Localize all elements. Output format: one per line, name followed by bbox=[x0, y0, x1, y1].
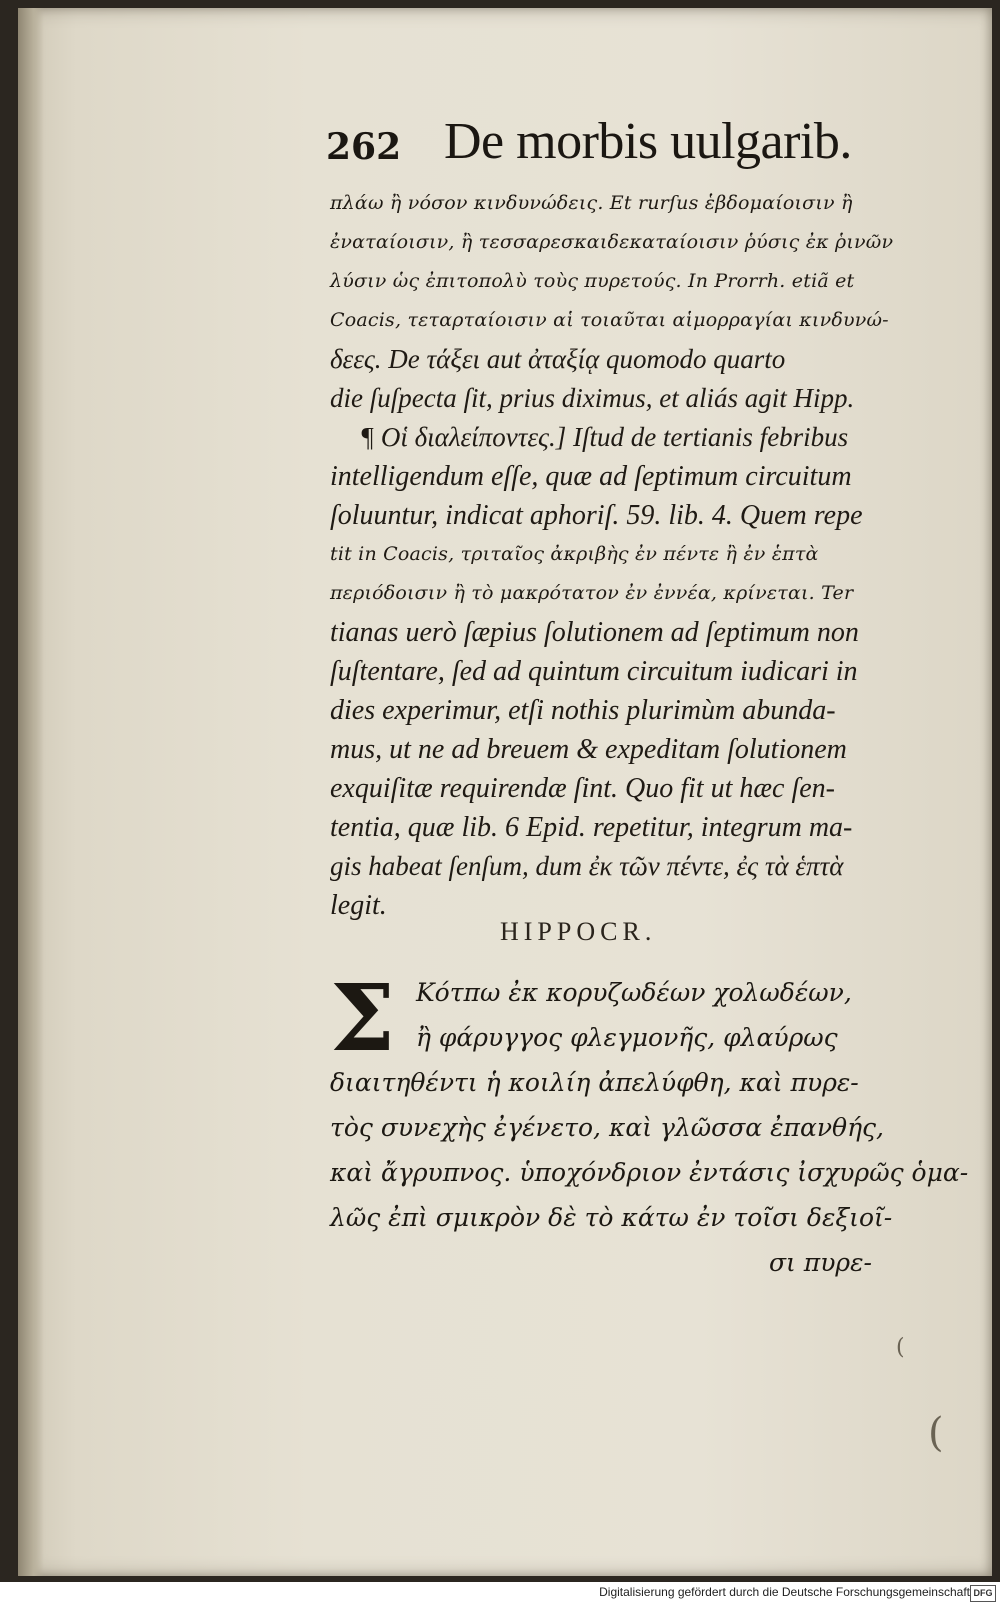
page-header bbox=[326, 112, 886, 172]
section-heading: HIPPOCR. bbox=[500, 917, 657, 946]
digitization-footer bbox=[0, 1582, 1000, 1605]
text-line: περιόδοισιν ἢ τὸ μακρότατον ἐν ἐννέα, κρίνεται. Ter bbox=[330, 582, 854, 604]
greek-line: διαιτηθέντι ἡ κοιλίη ἀπελύφθη, καὶ πυρε- bbox=[330, 1068, 859, 1097]
main-text-block bbox=[330, 184, 904, 925]
text-line: legit. bbox=[330, 890, 387, 921]
text-line: die ſuſpecta ſit, prius diximus, et aliás agit Hipp. bbox=[330, 383, 855, 413]
greek-passage bbox=[330, 964, 969, 1285]
margin-bracket-mark: ( bbox=[896, 1335, 905, 1360]
text-line: gis habeat ſenſum, dum ἐκ τῶν πέντε, ἐς τὰ ἑπτὰ bbox=[330, 851, 844, 881]
text-line: mus, ut ne ad breuem & expeditam ſolutionem bbox=[330, 734, 847, 765]
greek-line: σι πυρε- bbox=[768, 1248, 872, 1277]
text-line: intelligendum eſſe, quæ ad ſeptimum circuitum bbox=[330, 461, 852, 492]
text-line: ſuſtentare, ſed ad quintum circuitum iudicari in bbox=[330, 656, 858, 687]
greek-line: Κότπω ἐκ κορυζωδέων χολωδέων, bbox=[416, 978, 852, 1007]
margin-bracket-mark: ( bbox=[928, 1410, 944, 1456]
text-line: ſoluuntur, indicat aphoriſ. 59. lib. 4. Quem repe bbox=[330, 500, 863, 531]
text-line: tianas uerò ſæpius ſolutionem ad ſeptimum non bbox=[330, 617, 859, 648]
text-line: exquiſitæ requirendæ ſint. Quo fit ut hæc ſen- bbox=[330, 773, 835, 804]
text-line: δεες. De τάξει aut ἀταξίᾳ quomodo quarto bbox=[330, 344, 786, 374]
greek-line: καὶ ἄγρυπνος. ὑποχόνδριον ἐντάσις ἰσχυρῶς ὁμα- bbox=[330, 1158, 969, 1187]
page-gutter-shadow bbox=[18, 8, 44, 1576]
greek-line: λῶς ἐπὶ σμικρὸν δὲ τὸ κάτω ἐν τοῖσι δεξιοῖ- bbox=[330, 1203, 893, 1232]
funding-credit: Digitalisierung gefördert durch die Deutsche Forschungsgemeinschaft bbox=[599, 1585, 970, 1599]
running-title: De morbis uulgarib. bbox=[444, 113, 852, 170]
dfg-logo-icon: DFG bbox=[970, 1585, 996, 1602]
text-line: ἐναταίοισιν, ἢ τεσσαρεσκαιδεκαταίοισιν ῥύσις ἐκ ῥινῶν bbox=[330, 231, 894, 253]
text-line: tit in Coacis, τριταῖος ἀκριβὴς ἐν πέντε ἢ ἐν ἑπτὰ bbox=[330, 543, 819, 565]
text-line: Coacis, τεταρταίοισιν αἱ τοιαῦται αἱμορραγίαι κινδυνώ- bbox=[330, 309, 889, 331]
text-line: dies experimur, etſi nothis plurimùm abunda- bbox=[330, 695, 836, 726]
greek-line: ἢ φάρυγγος φλεγμονῆς, φλαύρως bbox=[416, 1023, 838, 1052]
drop-cap-initial: Σ bbox=[330, 964, 396, 1072]
greek-line: τὸς συνεχὴς ἐγένετο, καὶ γλῶσσα ἐπανθής, bbox=[330, 1113, 885, 1142]
paragraph-start-line: ¶ Οἱ διαλείποντες.] Iſtud de tertianis febribus bbox=[360, 422, 849, 452]
text-line: πλάω ἢ νόσον κινδυνώδεις. Et rurſus ἑβδομαίοισιν ἢ bbox=[330, 192, 853, 214]
page-number: 262 bbox=[326, 126, 402, 168]
text-line: tentia, quæ lib. 6 Epid. repetitur, integrum ma- bbox=[330, 812, 853, 843]
text-line: λύσιν ὡς ἐπιτοπολὺ τοὺς πυρετούς. In Prorrh. etiã et bbox=[330, 270, 855, 292]
